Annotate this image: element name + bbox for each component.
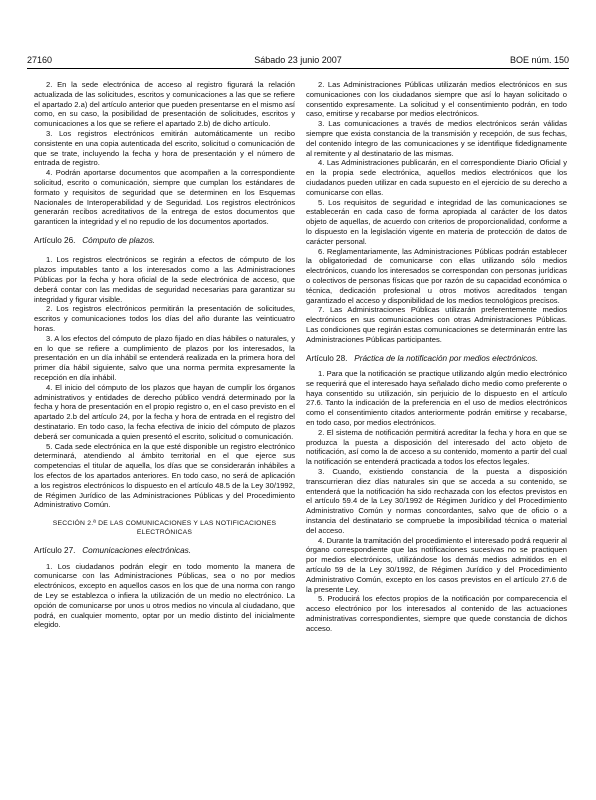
paragraph: 6. Reglamentariamente, las Administraciones Públicas podrán establecer la obligatoriedad de comunicarse con ellas utilizando sólo medios electrónicos, cuando los interesados se correspondan con personas jurídicas o colectivos de personas físicas que por razón de su capacidad económica o técnica, dedicación profesional u otros motivos acreditados tengan garantizado el acceso y disponibilidad de los medios tecnológicos precisos. <box>306 246 567 305</box>
article-number: Artículo 26. <box>34 235 76 245</box>
section-heading-line: SECCIÓN 2.ª DE LAS COMUNICACIONES Y LAS NOTIFICACIONES <box>52 520 277 528</box>
section-heading <box>34 519 295 537</box>
article-26-heading <box>34 236 295 247</box>
issue-number: BOE núm. 150 <box>509 55 569 65</box>
header-rule <box>27 68 569 69</box>
page-number: 27160 <box>27 55 53 65</box>
left-column <box>34 80 295 630</box>
paragraph: 4. El inicio del cómputo de los plazos que hayan de cumplir los órganos administrativos y entidades de derecho público vendrá determinado por la fecha y hora de presentación en el propio registro o, en el caso previsto en el apartado 2.b del artículo 24, por la fecha y hora de entrada en el registro del destinatario. En todo caso, la fecha efectiva de inicio del cómputo de plazos deberá ser comunicada a quien presentó el escrito, solicitud o comunicación. <box>34 382 295 441</box>
article-number: Artículo 28. <box>306 353 348 363</box>
article-number: Artículo 27. <box>34 546 76 556</box>
paragraph: 4. Durante la tramitación del procedimiento el interesado podrá requerir al órgano correspondiente que las notificaciones sucesivas no se practiquen por medios electrónicos, utilizándose los demás medios admitidos en el artículo 59 de la Ley 30/1992, de Régimen Jurídico y del Procedimiento Administrativo Común, excepto en los casos previstos en el artículo 27.6 de la presente Ley. <box>306 535 567 594</box>
right-column <box>306 80 567 634</box>
article-28-heading <box>306 354 567 365</box>
paragraph: 5. Producirá los efectos propios de la notificación por comparecencia el acceso electrónico por los interesados al contenido de las actuaciones administrativas correspondientes, siempre que quede constancia de dichos acceso. <box>306 594 567 633</box>
article-title: Comunicaciones electrónicas. <box>82 546 192 556</box>
paragraph: 2. El sistema de notificación permitirá acreditar la fecha y hora en que se produzca la puesta a disposición del interesado del acto objeto de notificación, así como la de acceso a su contenido, momento a partir del cual la notificación se entenderá practicada a todos los efectos legales. <box>306 427 567 467</box>
paragraph: 5. Cada sede electrónica en la que esté disponible un registro electrónico determinará, atendiendo al ámbito territorial en el que ejerce sus competencias el titular de aquella, los días que se considerarán inhábiles a los efectos de los apartados anteriores. En todo caso, no será de aplicación a los registros electrónicos lo dispuesto en el artículo 48.5 de la Ley 30/1992, de Régimen Jurídico de las Administraciones Públicas y del Procedimiento Administrativo Común. <box>34 441 295 510</box>
article-title: Cómputo de plazos. <box>82 235 156 245</box>
article-27-heading <box>34 546 295 557</box>
page-header <box>27 55 569 69</box>
paragraph: 4. Podrán aportarse documentos que acompañen a la correspondiente solicitud, escrito o comunicación, siempre que cumplan los estándares de formato y requisitos de seguridad que se determinen en los Esquemas Nacionales de Interoperabilidad y de Seguridad. Los registros electrónicos generarán recibos acreditativos de la entrega de estos documentos que garanticen la integridad y el no repudio de los documentos aportados. <box>34 168 295 227</box>
paragraph: 1. Para que la notificación se practique utilizando algún medio electrónico se requerirá que el interesado haya señalado dicho medio como preferente o haya consentido su utilización, sin perjuicio de lo dispuesto en el artículo 27.6. Tanto la indicación de la preferencia en el uso de medios electrónicos como el consentimiento citados anteriormente podrán emitirse y recabarse, en todo caso, por medios electrónicos. <box>306 369 567 427</box>
paragraph: 1. Los ciudadanos podrán elegir en todo momento la manera de comunicarse con las Administraciones Públicas, sea o no por medios electrónicos, excepto en aquellos casos en los que de una norma con rango de Ley se establezca o infiera la utilización de un medio no electrónico. La opción de comunicarse por unos u otros medios no vincula al ciudadano, que podrá, en cualquier momento, optar por un medio distinto del inicialmente elegido. <box>34 561 295 630</box>
paragraph: 2. Los registros electrónicos permitirán la presentación de solicitudes, escritos y comunicaciones todos los días del año durante las veinticuatro horas. <box>34 304 295 334</box>
paragraph: 1. Los registros electrónicos se regirán a efectos de cómputo de los plazos imputables tanto a los interesados como a las Administraciones Públicas por la fecha y hora oficial de la sede electrónica de acceso, que deberá contar con las medidas de seguridad necesarias para garantizar su integridad y figurar visible. <box>34 255 295 304</box>
paragraph: 3. Los registros electrónicos emitirán automáticamente un recibo consistente en una copia autenticada del escrito, solicitud o comunicación de que se trate, incluyendo la fecha y hora de presentación y el número de entrada de registro. <box>34 128 295 168</box>
paragraph: 2. En la sede electrónica de acceso al registro figurará la relación actualizada de las solicitudes, escritos y comunicaciones a las que se refiere el apartado 2.a) del artículo anterior que pueden presentarse en el mismo así como, en su caso, la posibilidad de presentación de solicitudes, escritos y comunicaciones a los que se refiere el apartado 2.b) de dicho artículo. <box>34 80 295 129</box>
paragraph: 2. Las Administraciones Públicas utilizarán medios electrónicos en sus comunicaciones con los ciudadanos siempre que así lo hayan solicitado o consentido expresamente. La solicitud y el consentimiento podrán, en todo caso, emitirse y recabarse por medios electrónicos. <box>306 80 567 119</box>
paragraph: 3. A los efectos del cómputo de plazo fijado en días hábiles o naturales, y en lo que se refiere a cumplimiento de plazos por los interesados, la presentación en un día inhábil se entenderá realizada en la primera hora del primer día hábil siguiente, salvo que una norma permita expresamente la recepción en día inhábil. <box>34 333 295 383</box>
paragraph: 7. Las Administraciones Públicas utilizarán preferentemente medios electrónicos en sus comunicaciones con otras Administraciones Públicas. Las condiciones que regirán estas comunicaciones se determinarán entre las Administraciones Públicas participantes. <box>306 305 567 344</box>
paragraph: 3. Las comunicaciones a través de medios electrónicos serán válidas siempre que exista constancia de la transmisión y recepción, de sus fechas, del contenido íntegro de las comunicaciones y se identifique fidedignamente al remitente y al destinatario de las mismas. <box>306 119 567 158</box>
section-heading-line: ELECTRÓNICAS <box>136 529 193 537</box>
publication-date: Sábado 23 junio 2007 <box>254 55 342 65</box>
paragraph: 3. Cuando, existiendo constancia de la puesta a disposición transcurrieran diez días naturales sin que se acceda a su contenido, se entenderá que la notificación ha sido rechazada con los efectos previstos en el artículo 59.4 de la Ley 30/1992 de Régimen Jurídico y del Procedimiento Administrativo Común y normas concordantes, salvo que de oficio o a instancia del destinatario se compruebe la imposibilidad técnica o material del acceso. <box>306 466 567 535</box>
paragraph: 5. Los requisitos de seguridad e integridad de las comunicaciones se establecerán en cada caso de forma apropiada al carácter de los datos objeto de aquellas, de acuerdo con criterios de proporcionalidad, conforme a lo dispuesto en la legislación vigente en materia de protección de datos de carácter personal. <box>306 197 567 246</box>
paragraph: 4. Las Administraciones publicarán, en el correspondiente Diario Oficial y en la propia sede electrónica, aquellos medios electrónicos que los ciudadanos pueden utilizar en cada supuesto en el ejercicio de su derecho a comunicarse con ellas. <box>306 158 567 197</box>
article-title: Práctica de la notificación por medios electrónicos. <box>354 353 539 363</box>
